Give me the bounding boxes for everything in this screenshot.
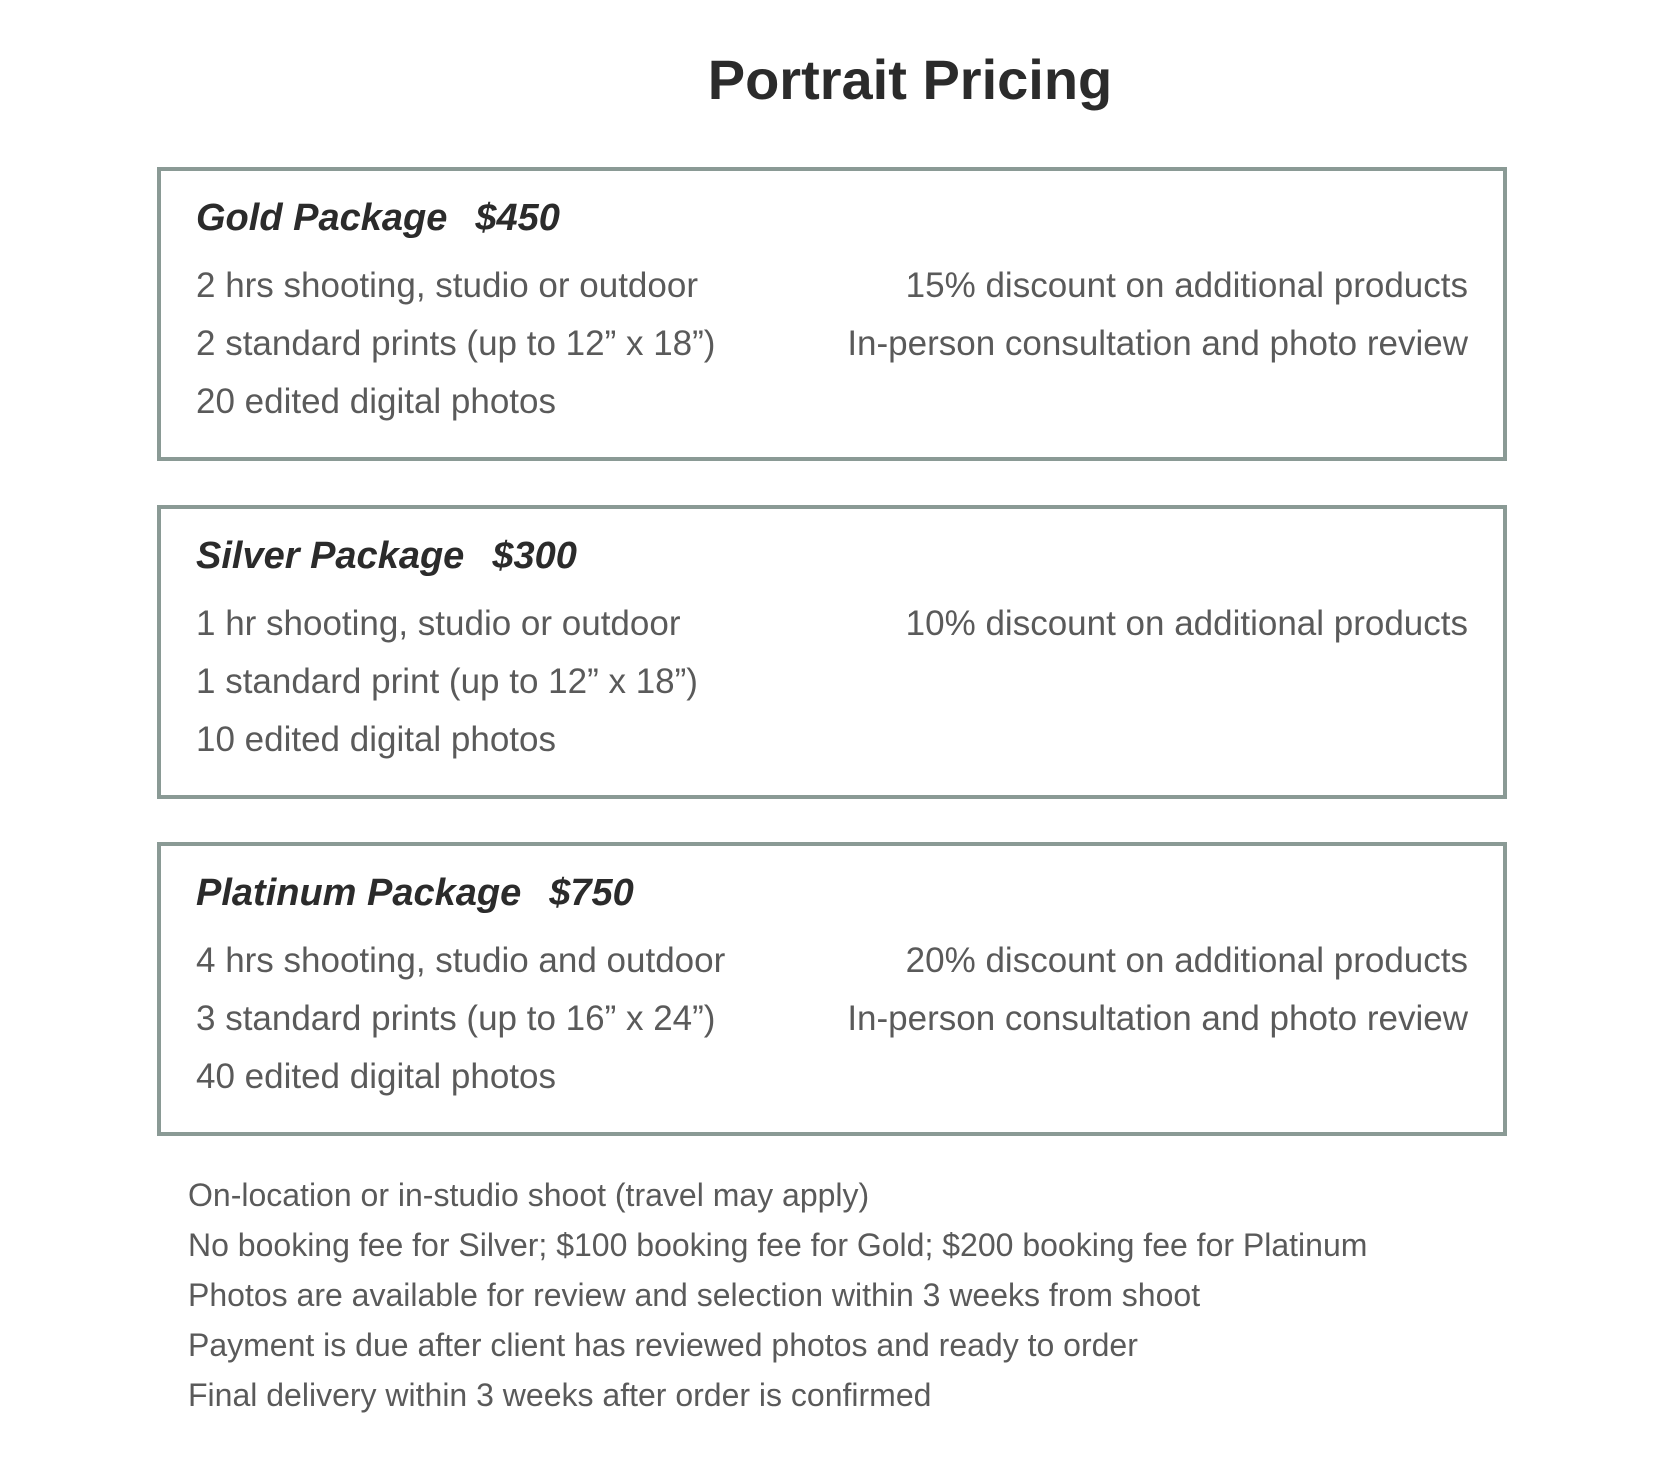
- package-price: $450: [475, 197, 560, 239]
- package-header: [196, 199, 560, 237]
- package-card-platinum: [157, 842, 1507, 1136]
- package-card-gold: [157, 167, 1507, 461]
- package-name: Platinum Package: [196, 872, 522, 914]
- page-title: Portrait Pricing: [707, 48, 1113, 111]
- feature-item: 1 standard print (up to 12” x 18”): [196, 662, 698, 701]
- terms-notes: [188, 1170, 1367, 1420]
- note-item: On-location or in-studio shoot (travel may apply): [188, 1177, 870, 1213]
- feature-item: 2 hrs shooting, studio or outdoor: [196, 266, 698, 305]
- feature-item: 2 standard prints (up to 12” x 18”): [196, 324, 716, 363]
- package-features-left: [196, 257, 715, 431]
- feature-item: 4 hrs shooting, studio and outdoor: [196, 941, 726, 980]
- feature-item: 20% discount on additional products: [905, 941, 1468, 980]
- package-name: Gold Package: [196, 197, 448, 239]
- feature-item: 1 hr shooting, studio or outdoor: [196, 604, 681, 643]
- feature-item: 10 edited digital photos: [196, 720, 556, 759]
- feature-item: 20 edited digital photos: [196, 382, 556, 421]
- package-name: Silver Package: [196, 535, 465, 577]
- package-card-silver: [157, 505, 1507, 799]
- package-features-right: [847, 932, 1468, 1048]
- feature-item: In-person consultation and photo review: [847, 324, 1468, 363]
- package-features-left: [196, 595, 698, 769]
- feature-item: 40 edited digital photos: [196, 1057, 556, 1096]
- package-features-left: [196, 932, 725, 1106]
- feature-item: 10% discount on additional products: [905, 604, 1468, 643]
- note-item: Final delivery within 3 weeks after order is confirmed: [188, 1377, 932, 1413]
- feature-item: In-person consultation and photo review: [847, 999, 1468, 1038]
- package-price: $750: [549, 872, 634, 914]
- feature-item: 15% discount on additional products: [905, 266, 1468, 305]
- note-item: Photos are available for review and selection within 3 weeks from shoot: [188, 1277, 1201, 1313]
- note-item: No booking fee for Silver; $100 booking fee for Gold; $200 booking fee for Platinum: [188, 1227, 1368, 1263]
- package-price: $300: [492, 535, 577, 577]
- package-features-right: [906, 595, 1468, 653]
- package-features-right: [847, 257, 1468, 373]
- note-item: Payment is due after client has reviewed photos and ready to order: [188, 1327, 1138, 1363]
- package-header: [196, 537, 577, 575]
- feature-item: 3 standard prints (up to 16” x 24”): [196, 999, 716, 1038]
- package-header: [196, 874, 634, 912]
